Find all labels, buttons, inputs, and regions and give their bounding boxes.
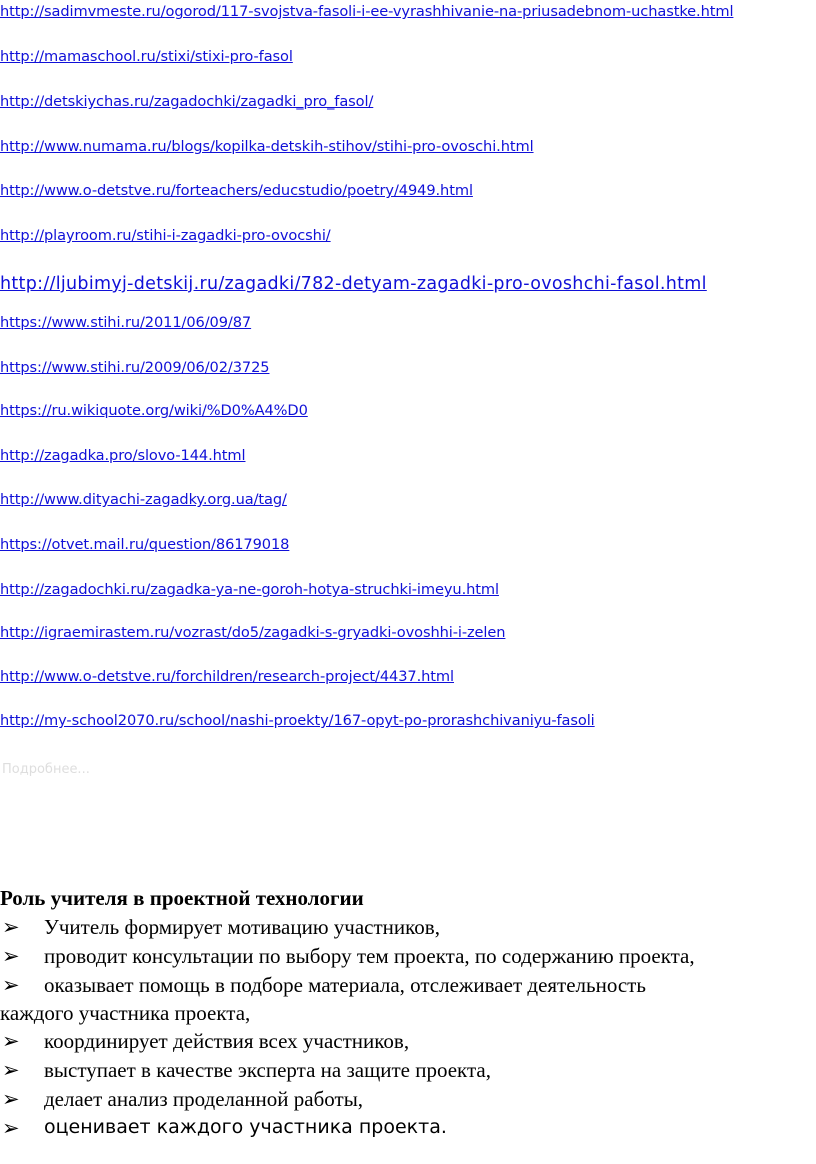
link-igraemirastem[interactable]: http://igraemirastem.ru/vozrast/do5/zagadki-s-gryadki-ovoshhi-i-zelen [0, 624, 506, 641]
link-zagadochki[interactable]: http://zagadochki.ru/zagadka-ya-ne-goroh-hotya-struchki-imeyu.html [0, 581, 499, 598]
link-playroom[interactable]: http://playroom.ru/stihi-i-zagadki-pro-ovocshi/ [0, 227, 331, 244]
arrow-bullet-icon: ➢ [2, 915, 20, 939]
link-stihi-2009[interactable]: https://www.stihi.ru/2009/06/02/3725 [0, 359, 270, 376]
faded-more-text: Подробнее... [2, 762, 90, 777]
arrow-bullet-icon: ➢ [2, 1116, 20, 1140]
link-mamaschool[interactable]: http://mamaschool.ru/stixi/stixi-pro-fasol [0, 48, 293, 65]
link-otvet-mail[interactable]: https://otvet.mail.ru/question/86179018 [0, 536, 290, 553]
arrow-bullet-icon: ➢ [2, 1058, 20, 1082]
arrow-bullet-icon: ➢ [2, 973, 20, 997]
link-o-detstve-poetry[interactable]: http://www.o-detstve.ru/forteachers/educstudio/poetry/4949.html [0, 182, 473, 199]
arrow-bullet-icon: ➢ [2, 944, 20, 968]
list-item-text: оценивает каждого участника проекта. [44, 1116, 447, 1138]
list-item-text: проводит консультации по выбору тем проекта, по содержанию проекта, [44, 944, 695, 968]
list-item-text: делает анализ проделанной работы, [44, 1087, 364, 1111]
link-o-detstve-research[interactable]: http://www.o-detstve.ru/forchildren/research-project/4437.html [0, 668, 454, 685]
section-title: Роль учителя в проектной технологии [0, 886, 364, 910]
link-ljubimyj-detskij[interactable]: http://ljubimyj-detskij.ru/zagadki/782-detyam-zagadki-pro-ovoshchi-fasol.html [0, 274, 707, 294]
list-item-continuation-text: каждого участника проекта, [0, 1001, 251, 1025]
link-my-school2070[interactable]: http://my-school2070.ru/school/nashi-proekty/167-opyt-po-prorashchivaniyu-fasoli [0, 712, 595, 729]
link-numama[interactable]: http://www.numama.ru/blogs/kopilka-detskih-stihov/stihi-pro-ovoschi.html [0, 138, 534, 155]
link-wikiquote[interactable]: https://ru.wikiquote.org/wiki/%D0%A4%D0 [0, 402, 308, 419]
list-item-text: выступает в качестве эксперта на защите проекта, [44, 1058, 491, 1082]
list-item-text: оказывает помощь в подборе материала, отслеживает деятельность [44, 973, 646, 997]
link-zagadka-pro[interactable]: http://zagadka.pro/slovo-144.html [0, 447, 246, 464]
link-detskiychas[interactable]: http://detskiychas.ru/zagadochki/zagadki_pro_fasol/ [0, 93, 374, 110]
link-sadimvmeste[interactable]: http://sadimvmeste.ru/ogorod/117-svojstva-fasoli-i-ee-vyrashhivanie-na-priusadebnom-uchastke.html [0, 3, 734, 20]
arrow-bullet-icon: ➢ [2, 1087, 20, 1111]
link-stihi-2011[interactable]: https://www.stihi.ru/2011/06/09/87 [0, 314, 252, 331]
list-item-text: координирует действия всех участников, [44, 1029, 410, 1053]
list-item-text: Учитель формирует мотивацию участников, [44, 915, 440, 939]
link-dityachi-zagadky[interactable]: http://www.dityachi-zagadky.org.ua/tag/ [0, 491, 287, 508]
arrow-bullet-icon: ➢ [2, 1029, 20, 1053]
